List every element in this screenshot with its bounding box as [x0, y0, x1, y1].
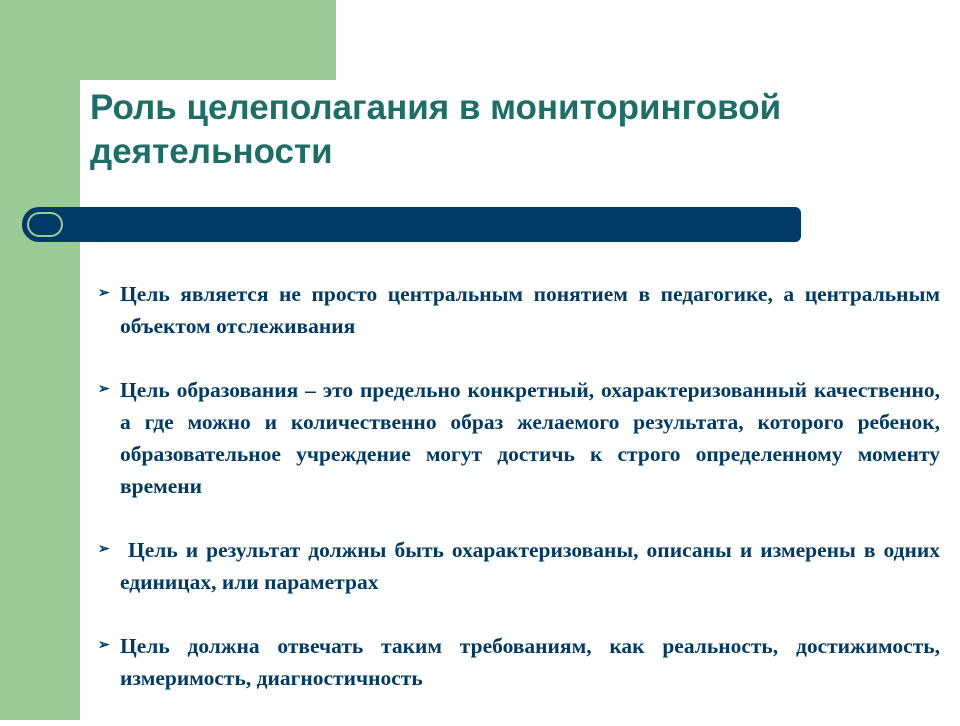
- bullet-item: [98, 278, 940, 342]
- decorative-green-left-strip: [0, 80, 80, 720]
- bullet-text: Цель и результат должны быть охарактеризованы, описаны и измерены в одних единицах, или параметрах: [120, 538, 946, 594]
- decorative-title-underline-bar: [22, 207, 801, 242]
- bullet-item: [98, 630, 940, 694]
- bullet-text: Цель образования – это предельно конкретный, охарактеризованный качественно, а где можно и количественно образ желаемого результата, которого ребенок, образовательное учреждение могут достичь к строго определенному моменту времени: [120, 378, 940, 498]
- decorative-green-top-block: [0, 0, 336, 80]
- bullet-text: Цель должна отвечать таким требованиям, как реальность, достижимость, измеримость, диагностичность: [120, 634, 940, 690]
- arrow-bullet-icon: ➢: [98, 638, 110, 653]
- slide-title: Роль целеполагания в мониторинговой деятельности: [90, 88, 782, 171]
- bullet-text: Цель является не просто центральным понятием в педагогике, а центральным объектом отслеживания: [120, 282, 940, 338]
- bullet-item: [98, 534, 946, 598]
- arrow-bullet-icon: ➢: [98, 542, 110, 557]
- decorative-bar-cap: [27, 212, 63, 237]
- bullet-item: [98, 374, 940, 502]
- arrow-bullet-icon: ➢: [98, 382, 110, 397]
- bullet-list: [98, 278, 946, 726]
- arrow-bullet-icon: ➢: [98, 286, 110, 301]
